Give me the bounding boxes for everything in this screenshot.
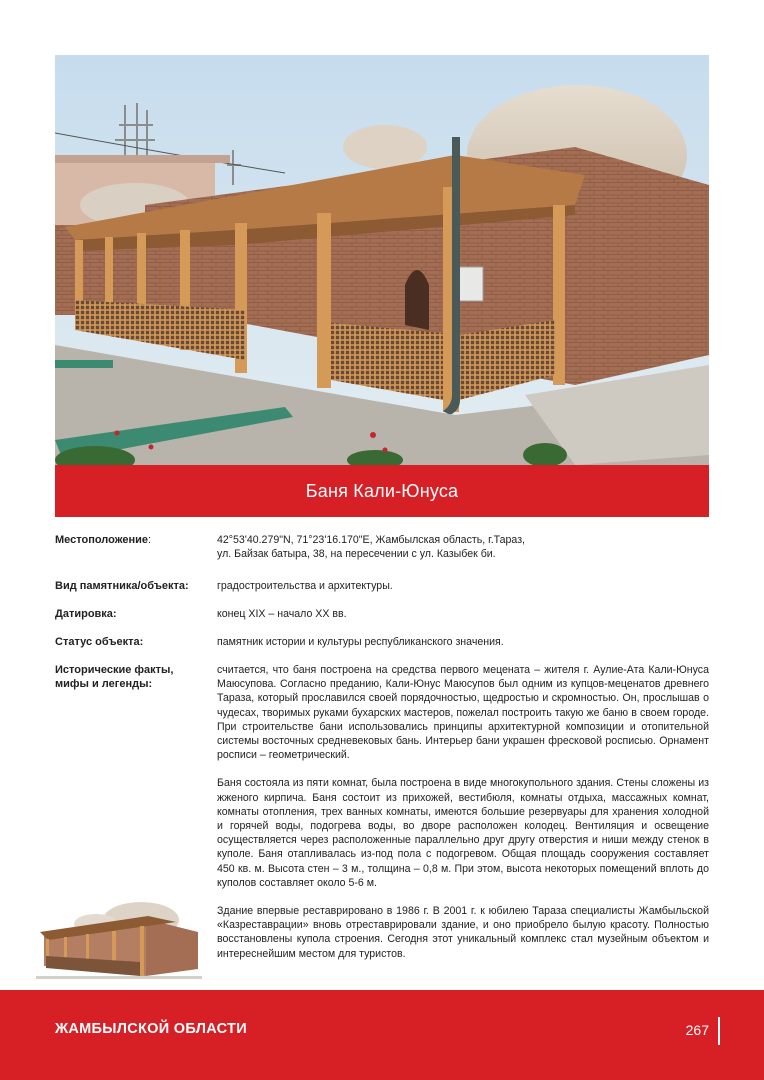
- field-label: Статус объекта:: [55, 636, 144, 648]
- field-status: [55, 635, 709, 663]
- field-value: конец XIX – начало XX вв.: [217, 608, 347, 620]
- location-line-2: ул. Байзак батыра, 38, на пересечении с ул. Казыбек би.: [217, 548, 496, 561]
- field-dating: [55, 607, 709, 635]
- history-paragraph: считается, что баня построена на средства первого мецената – жителя г. Аулие-Ата Кали-Юнуса Маюсупова. Согласно преданию, Кали-Юнус Маюсупов был одним из купцов-меценатов древнего Тараза, который прославился своей порядочностью, щедростью и скромностью. Он, прослышав о чудесах, творимых руками бухарских мастеров, пожелал построить такую же баню в своем городе. При строительстве бани использовались принципы архитектурной композиции и отопительной системы восточных средневековых бань. Интерьер бани украшен фресковой росписью. Орнамент росписи – геометрический.: [217, 664, 709, 762]
- field-value: градостроительства и архитектуры.: [217, 580, 393, 592]
- field-type: [55, 579, 709, 607]
- field-label: Вид памятника/объекта:: [55, 580, 189, 592]
- field-label: Местоположение:: [55, 534, 152, 546]
- field-label: Исторические факты, мифы и легенды:: [55, 664, 174, 691]
- field-location: [55, 533, 709, 579]
- bathhouse-photo-illustration: [55, 55, 709, 465]
- page-number: 267: [685, 1022, 709, 1038]
- main-photo: [55, 55, 709, 465]
- page-divider: [718, 1017, 720, 1045]
- title-bar: [55, 465, 709, 517]
- field-label: Датировка:: [55, 608, 117, 620]
- history-paragraph: Здание впервые реставрировано в 1986 г. В 2001 г. к юбилею Тараза специалисты Жамбыльской «Казреставрации» вновь отреставрировали здание, и оно приобрело былую красоту. Полностью восстановлены купола строения. Сегодня этот уникальный комплекс стал музейным объектом и интереснейшим местом для туристов.: [217, 905, 709, 960]
- thumbnail-illustration: [36, 894, 202, 984]
- footer-bar: [0, 990, 764, 1080]
- location-line-1: 42°53'40.279"N, 71°23'16.170"E, Жамбылская область, г.Тараз,: [217, 534, 525, 546]
- history-paragraph: Баня состояла из пяти комнат, была построена в виде многокупольного здания. Стены сложены из жженого кирпича. Баня состоит из прихожей, вестибюля, комнаты отдыха, массажных комнат, комнаты отопления, трех ванных комнаты, имеются большие резервуары для хранения холодной и горячей воды, подогрева воды, во дворе расположен колодец. Вентиляция и освещение осуществляется через расположенные параллельно друг другу отверстия и ниши между стенок в куполе. Баня отапливалась из-под пола с подогревом. Общая площадь сооружения составляет 450 кв. м. Высота стен – 3 м., толщина – 0,8 м. При этом, высота некоторых помещений вплоть до куполов составляет около 5-6 м.: [217, 777, 709, 889]
- history-text: [217, 663, 709, 975]
- field-value: памятник истории и культуры республиканского значения.: [217, 636, 504, 648]
- footer-title: ЖАМБЫЛСКОЙ ОБЛАСТИ: [55, 1021, 247, 1037]
- page-title: Баня Кали-Юнуса: [305, 480, 459, 501]
- field-value: [217, 533, 709, 579]
- bathhouse-thumbnail: [36, 894, 202, 984]
